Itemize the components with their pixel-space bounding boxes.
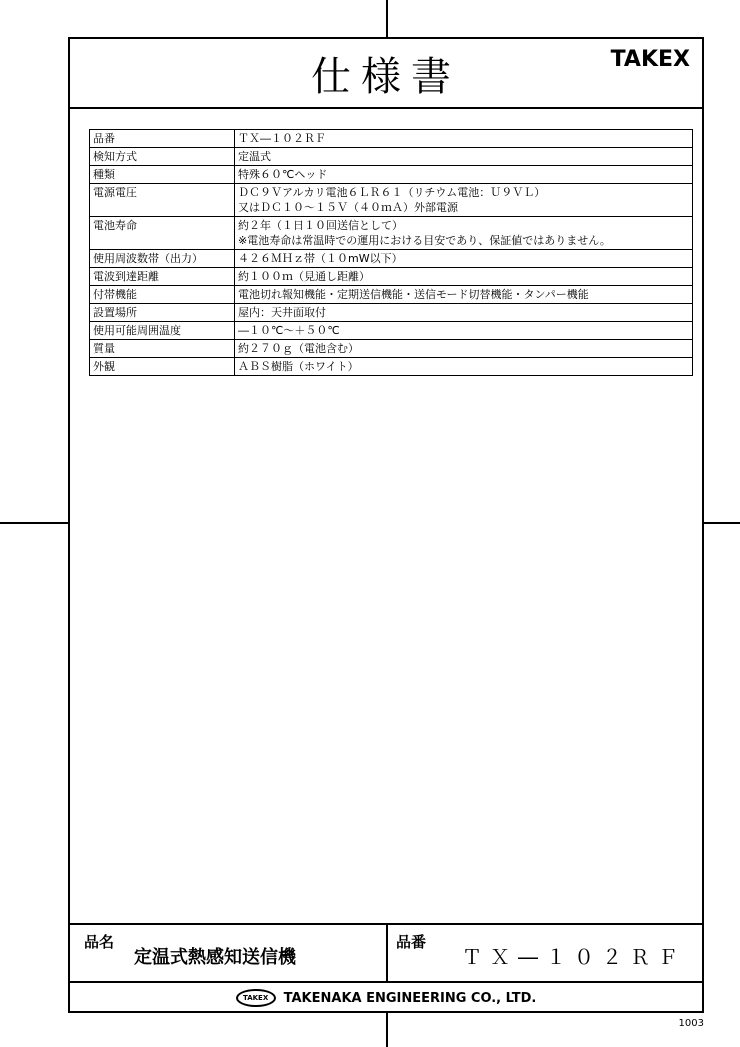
- spec-value: [235, 217, 693, 250]
- spec-value-line: ＴＸ―１０２ＲＦ: [238, 132, 326, 145]
- spec-value-line: ４２６ＭＨｚ帯（１０mW以下）: [238, 252, 403, 265]
- title-block: [70, 923, 702, 1013]
- table-row: [90, 166, 693, 184]
- spec-value-line: 定温式: [238, 150, 271, 163]
- spec-value: [235, 286, 693, 304]
- spec-sheet-frame: [68, 37, 704, 1013]
- spec-value: [235, 130, 693, 148]
- crop-mark-bottom: [386, 1013, 388, 1047]
- spec-label: 電池寿命: [90, 217, 235, 250]
- spec-value-line: 約１００ｍ（見通し距離）: [238, 270, 370, 283]
- crop-mark-top: [386, 0, 388, 37]
- crop-mark-left: [0, 522, 68, 524]
- table-row: [90, 130, 693, 148]
- spec-value-line: 電池切れ報知機能・定期送信機能・送信モード切替機能・タンパー機能: [238, 288, 589, 301]
- product-code-label: 品番: [396, 933, 427, 951]
- spec-value-line: 約２７０ｇ（電池含む）: [238, 342, 359, 355]
- spec-value: [235, 268, 693, 286]
- spec-value: [235, 250, 693, 268]
- table-row: [90, 286, 693, 304]
- spec-value: [235, 322, 693, 340]
- spec-label: 種類: [90, 166, 235, 184]
- spec-value: [235, 184, 693, 217]
- crop-mark-right: [704, 522, 740, 524]
- spec-value-line: 又はＤＣ１０～１５Ｖ（４０ｍＡ）外部電源: [238, 201, 458, 214]
- spec-label: 使用周波数帯（出力）: [90, 250, 235, 268]
- spec-value: [235, 304, 693, 322]
- spec-value-line: 屋内：天井面取付: [238, 306, 326, 319]
- spec-value: [235, 166, 693, 184]
- spec-label: 使用可能周囲温度: [90, 322, 235, 340]
- table-row: [90, 358, 693, 376]
- company-name: TAKENAKA ENGINEERING CO., LTD.: [283, 990, 537, 1006]
- spec-table: [89, 129, 693, 376]
- table-row: [90, 322, 693, 340]
- spec-value-line: ＤＣ９Ｖアルカリ電池６ＬＲ６１（リチウム電池：Ｕ９ＶＬ）: [238, 186, 546, 199]
- table-row: [90, 340, 693, 358]
- spec-value: [235, 358, 693, 376]
- sheet-header: [70, 39, 702, 109]
- product-name-label: 品名: [84, 933, 115, 951]
- product-code: ＴＸ―１０２ＲＦ: [462, 945, 686, 969]
- page-title: 仕様書: [311, 54, 461, 100]
- divider: [386, 925, 388, 981]
- table-row: [90, 268, 693, 286]
- spec-label: 質量: [90, 340, 235, 358]
- company-block: [70, 985, 702, 1011]
- table-row: [90, 250, 693, 268]
- spec-value: [235, 148, 693, 166]
- spec-label: 電波到達距離: [90, 268, 235, 286]
- company-logo: TAKEX: [236, 989, 276, 1007]
- spec-label: 外観: [90, 358, 235, 376]
- spec-value-line: ※電池寿命は常温時での運用における目安であり、保証値ではありません。: [238, 234, 611, 247]
- table-row: [90, 304, 693, 322]
- spec-label: 品番: [90, 130, 235, 148]
- brand-logo: TAKEX: [610, 47, 690, 72]
- spec-label: 検知方式: [90, 148, 235, 166]
- spec-value: [235, 340, 693, 358]
- table-row: [90, 184, 693, 217]
- spec-label: 付帯機能: [90, 286, 235, 304]
- table-row: [90, 217, 693, 250]
- product-row: [70, 925, 702, 983]
- spec-value-line: ＡＢＳ樹脂（ホワイト）: [238, 360, 359, 373]
- spec-value-line: 約２年（１日１０回送信として）: [238, 219, 403, 232]
- spec-value-line: 特殊６０℃ヘッド: [238, 168, 328, 181]
- spec-label: 電源電圧: [90, 184, 235, 217]
- spec-label: 設置場所: [90, 304, 235, 322]
- table-row: [90, 148, 693, 166]
- product-name: 定温式熱感知送信機: [134, 947, 296, 968]
- document-number: 1003: [678, 1018, 704, 1029]
- spec-value-line: ―１０℃～＋５０℃: [238, 324, 340, 337]
